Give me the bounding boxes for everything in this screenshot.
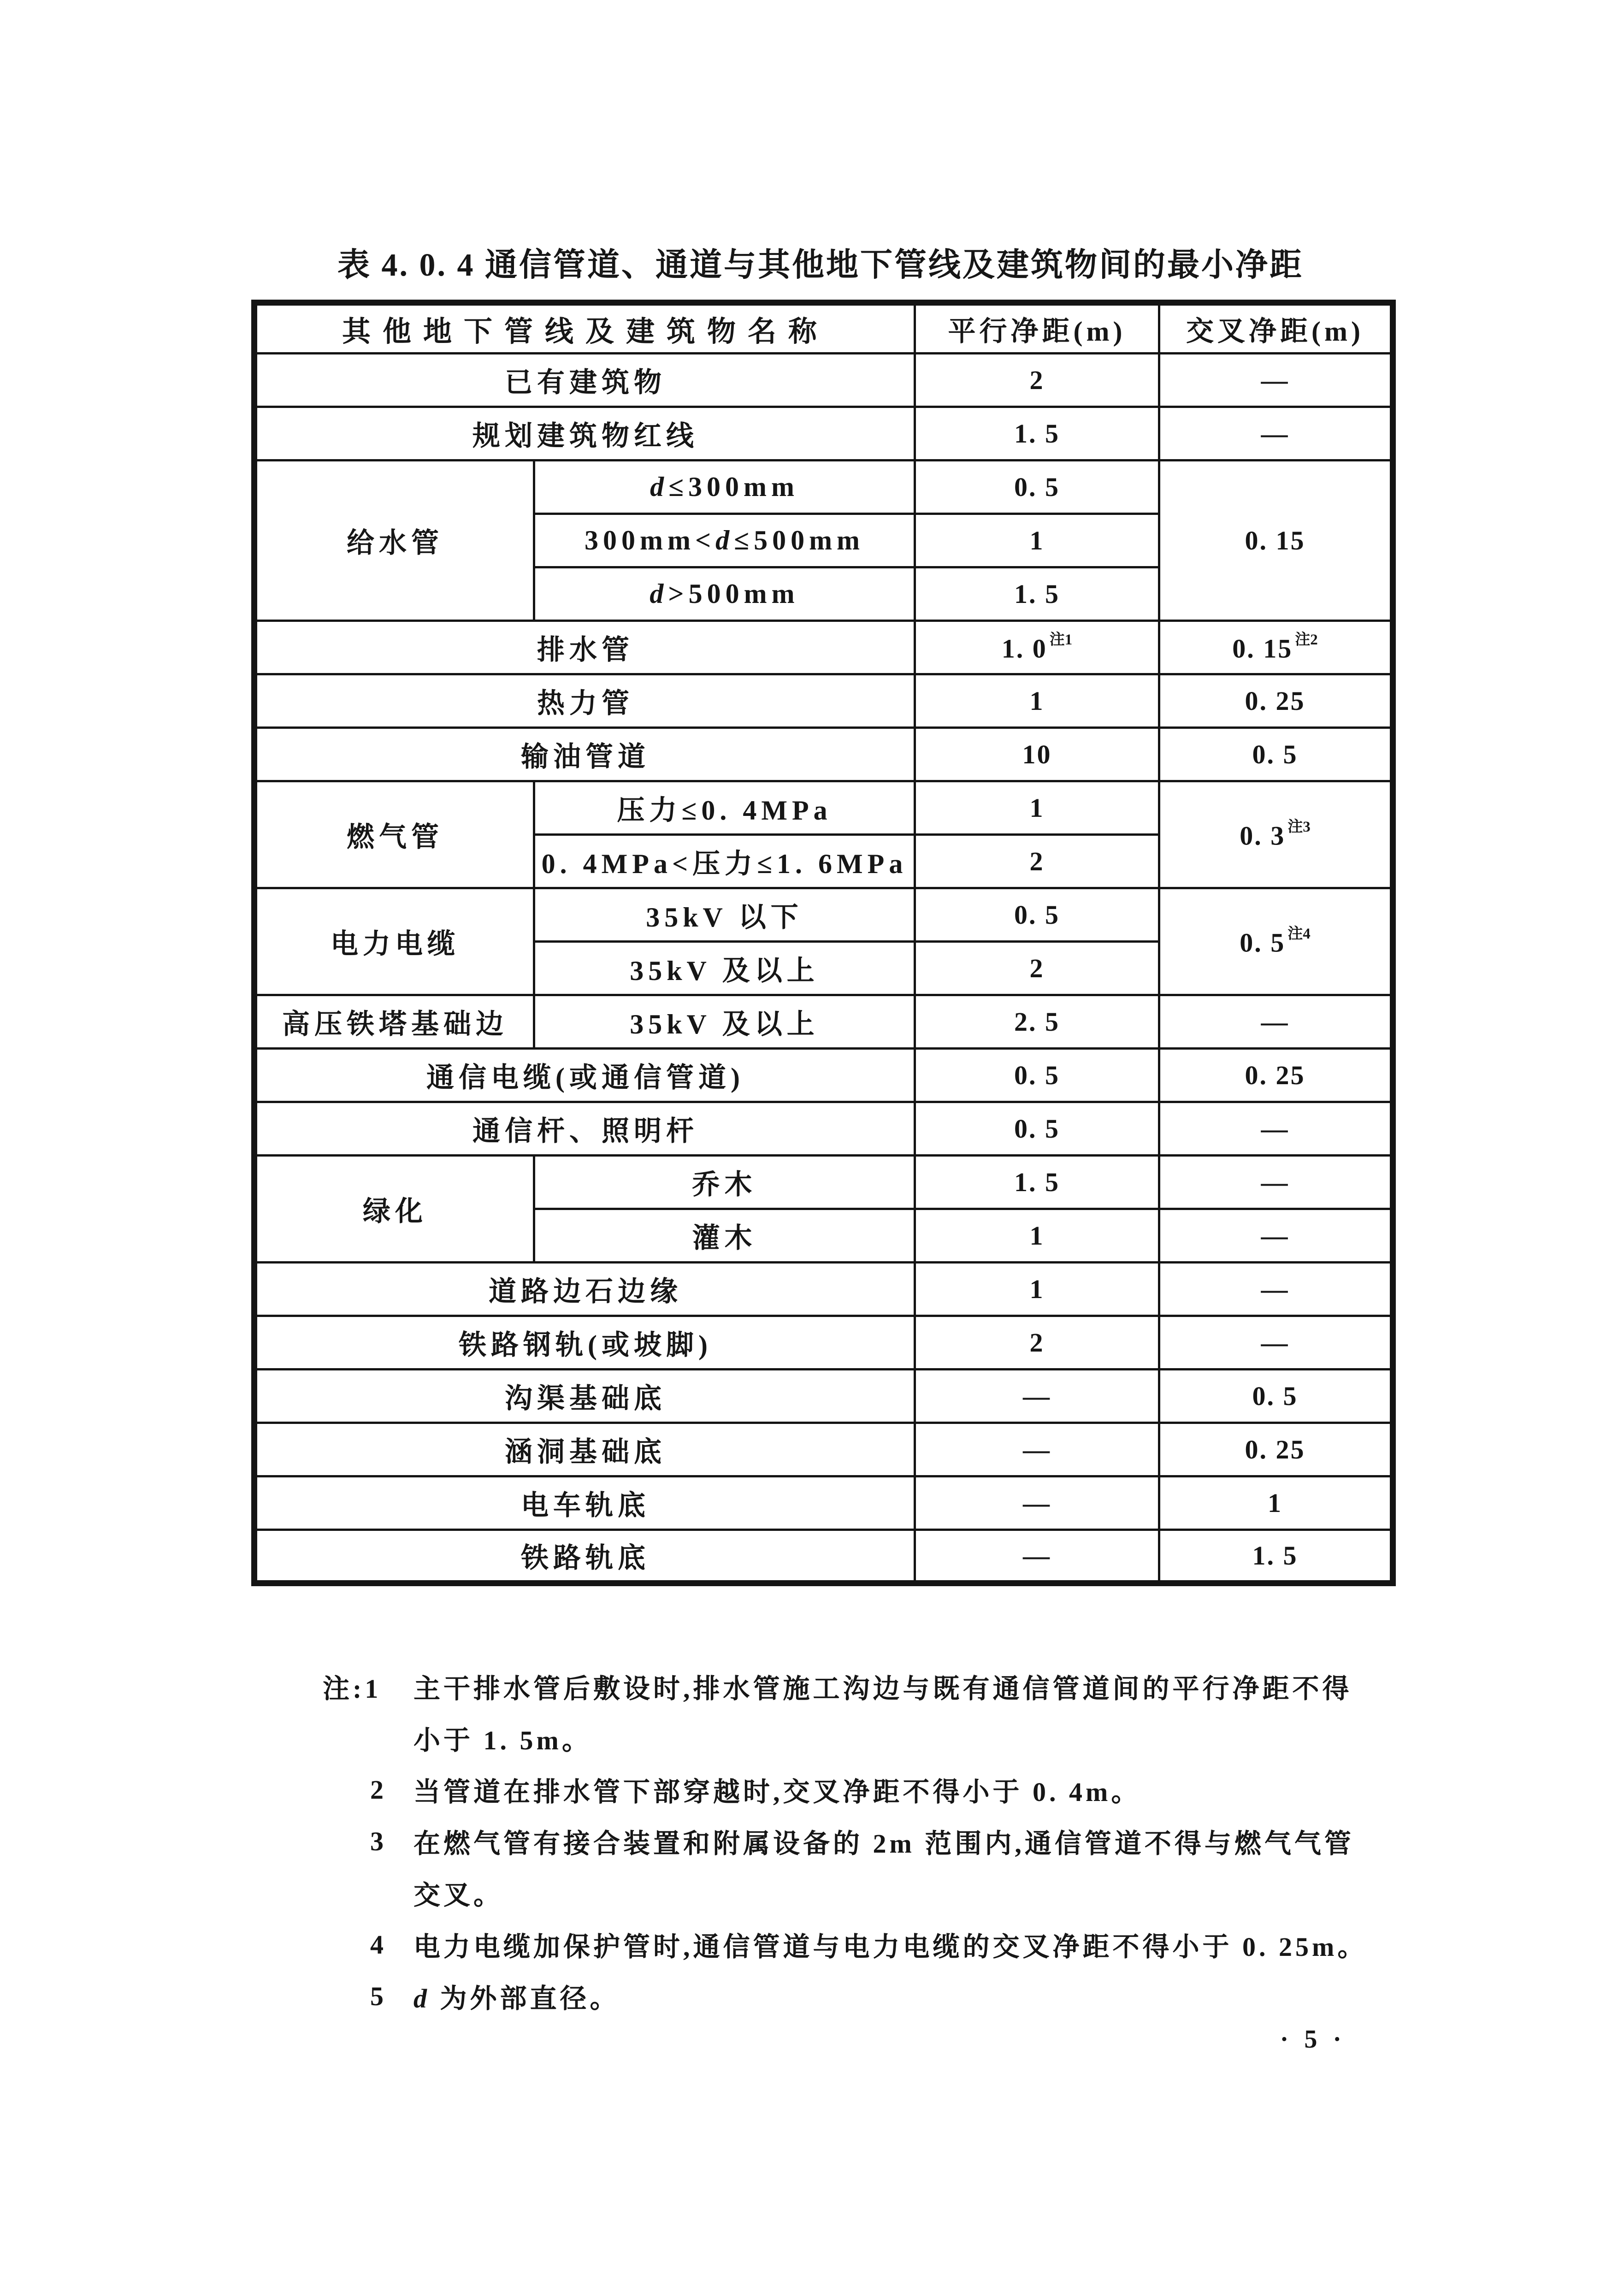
table-row xyxy=(254,781,1393,835)
table-row xyxy=(254,728,1393,781)
table-row xyxy=(254,1102,1393,1156)
note-number: 3 xyxy=(370,1826,387,1856)
table-cell: 绿化 xyxy=(254,1156,534,1263)
table-cell: 道路边石边缘 xyxy=(254,1263,915,1316)
table-cell: 1 xyxy=(915,1263,1159,1316)
table-cell: 0. 25 xyxy=(1159,674,1393,728)
table-cell: — xyxy=(1159,1263,1393,1316)
table-cell: — xyxy=(1159,354,1393,407)
table-row xyxy=(254,1476,1393,1530)
table-cell: 0. 5 xyxy=(915,888,1159,942)
note-text: 交叉。 xyxy=(413,1880,504,1910)
table-cell: 0. 5 xyxy=(1159,728,1393,781)
header-cell-cross: 交叉净距(m) xyxy=(1159,303,1393,354)
table-cell: 2 xyxy=(915,942,1159,995)
table-row xyxy=(254,1316,1393,1370)
note-text: d 为外部直径。 xyxy=(413,1984,620,2013)
table-cell: 0. 15 $^{注2}$ xyxy=(1159,621,1393,674)
header-cell-parallel: 平行净距(m) xyxy=(915,303,1159,354)
table-cell: — xyxy=(1159,407,1393,461)
clearance-table xyxy=(251,300,1396,1586)
note-line xyxy=(323,1815,1374,1867)
table-row xyxy=(254,1156,1393,1209)
table-cell: — xyxy=(915,1476,1159,1530)
table-cell: 铁路钢轨(或坡脚) xyxy=(254,1316,915,1370)
note-number: 5 xyxy=(370,1981,387,2011)
table-cell: d>500mm xyxy=(534,567,915,621)
note-reference: 注4 xyxy=(1287,925,1311,942)
notes-section xyxy=(323,1660,1374,2022)
table-cell: 35kV 以下 xyxy=(534,888,915,942)
table-cell: 高压铁塔基础边 xyxy=(254,995,534,1049)
table-row xyxy=(254,1049,1393,1102)
table-cell: 1 xyxy=(1159,1476,1393,1530)
table-cell: 燃气管 xyxy=(254,781,534,888)
table-cell: 涵洞基础底 xyxy=(254,1423,915,1476)
table-cell: 0. 25 xyxy=(1159,1049,1393,1102)
table-cell: 通信杆、照明杆 xyxy=(254,1102,915,1156)
table-row xyxy=(254,621,1393,674)
note-number: 注:1 xyxy=(323,1674,382,1704)
table-row xyxy=(254,674,1393,728)
table-cell: 已有建筑物 xyxy=(254,354,915,407)
table-cell: d≤300mm xyxy=(534,461,915,514)
table-row xyxy=(254,888,1393,942)
table-cell: 0. 5 xyxy=(915,1049,1159,1102)
table-row xyxy=(254,1370,1393,1423)
note-text: 当管道在排水管下部穿越时,交叉净距不得小于 0. 4m。 xyxy=(413,1777,1141,1807)
table-cell: 1 xyxy=(915,781,1159,835)
table-cell: 规划建筑物红线 xyxy=(254,407,915,461)
table-cell: 排水管 xyxy=(254,621,915,674)
note-number: 4 xyxy=(370,1929,387,1960)
table-cell: 1. 5 xyxy=(915,1156,1159,1209)
note-text: 小于 1. 5m。 xyxy=(413,1725,592,1755)
table-cell: 0. 4MPa<压力≤1. 6MPa xyxy=(534,835,915,888)
table-body xyxy=(254,303,1393,1583)
table-cell: 0. 3 $^{注3}$ xyxy=(1159,781,1393,888)
table-row xyxy=(254,354,1393,407)
table-cell: 灌木 xyxy=(534,1209,915,1263)
note-reference: 注3 xyxy=(1287,818,1311,835)
table-row xyxy=(254,1530,1393,1583)
table-cell: — xyxy=(1159,1209,1393,1263)
table-cell: 1. 5 xyxy=(915,567,1159,621)
table-cell: 乔木 xyxy=(534,1156,915,1209)
table-cell: 0. 15 xyxy=(1159,461,1393,621)
table-cell: — xyxy=(1159,1156,1393,1209)
page-number: · 5 · xyxy=(1280,2025,1346,2054)
table-cell: — xyxy=(915,1370,1159,1423)
note-reference: 注2 xyxy=(1295,631,1318,648)
note-text: 在燃气管有接合装置和附属设备的 2m 范围内,通信管道不得与燃气气管 xyxy=(413,1829,1354,1859)
table-row xyxy=(254,407,1393,461)
table-cell: — xyxy=(915,1530,1159,1583)
table-cell: 压力≤0. 4MPa xyxy=(534,781,915,835)
table-cell: 2. 5 xyxy=(915,995,1159,1049)
table-cell: 电车轨底 xyxy=(254,1476,915,1530)
header-cell-name: 其他地下管线及建筑物名称 xyxy=(254,303,915,354)
table-row xyxy=(254,995,1393,1049)
table-cell: 0. 5 xyxy=(915,1102,1159,1156)
table-cell: 电力电缆 xyxy=(254,888,534,995)
note-line xyxy=(323,1712,1374,1764)
table-cell: 1. 0 $^{注1}$ xyxy=(915,621,1159,674)
table-cell: 1 xyxy=(915,514,1159,567)
table-cell: 0. 5 $^{注4}$ xyxy=(1159,888,1393,995)
table-title: 表 4. 0. 4 通信管道、通道与其他地下管线及建筑物间的最小净距 xyxy=(337,248,1304,283)
table-row xyxy=(254,1263,1393,1316)
table-cell: 1. 5 xyxy=(915,407,1159,461)
note-number: 2 xyxy=(370,1774,387,1805)
table-row xyxy=(254,1423,1393,1476)
table-cell: 2 xyxy=(915,835,1159,888)
note-line xyxy=(323,1764,1374,1815)
table-cell: 输油管道 xyxy=(254,728,915,781)
table-cell: 通信电缆(或通信管道) xyxy=(254,1049,915,1102)
table-cell: 0. 25 xyxy=(1159,1423,1393,1476)
table-cell: 热力管 xyxy=(254,674,915,728)
note-line xyxy=(323,1867,1374,1919)
table-cell: 2 xyxy=(915,1316,1159,1370)
note-line xyxy=(323,1970,1374,2022)
table-cell: 1 xyxy=(915,1209,1159,1263)
table-header-row xyxy=(254,303,1393,354)
table-cell: 10 xyxy=(915,728,1159,781)
table-row xyxy=(254,461,1393,514)
table-cell: 1 xyxy=(915,674,1159,728)
table-cell: 沟渠基础底 xyxy=(254,1370,915,1423)
table-cell: 给水管 xyxy=(254,461,534,621)
table-cell: 1. 5 xyxy=(1159,1530,1393,1583)
table-cell: 35kV 及以上 xyxy=(534,995,915,1049)
table-cell: 2 xyxy=(915,354,1159,407)
table-cell: — xyxy=(1159,1102,1393,1156)
note-reference: 注1 xyxy=(1049,631,1073,648)
table-cell: 铁路轨底 xyxy=(254,1530,915,1583)
table-cell: 0. 5 xyxy=(1159,1370,1393,1423)
table-cell: 300mm<d≤500mm xyxy=(534,514,915,567)
note-text: 主干排水管后敷设时,排水管施工沟边与既有通信管道间的平行净距不得 xyxy=(413,1674,1352,1704)
table-cell: — xyxy=(1159,1316,1393,1370)
table-cell: — xyxy=(915,1423,1159,1476)
note-line xyxy=(323,1660,1374,1712)
table-cell: — xyxy=(1159,995,1393,1049)
note-text: 电力电缆加保护管时,通信管道与电力电缆的交叉净距不得小于 0. 25m。 xyxy=(413,1932,1368,1962)
table-cell: 0. 5 xyxy=(915,461,1159,514)
table-cell: 35kV 及以上 xyxy=(534,942,915,995)
note-line xyxy=(323,1919,1374,1970)
